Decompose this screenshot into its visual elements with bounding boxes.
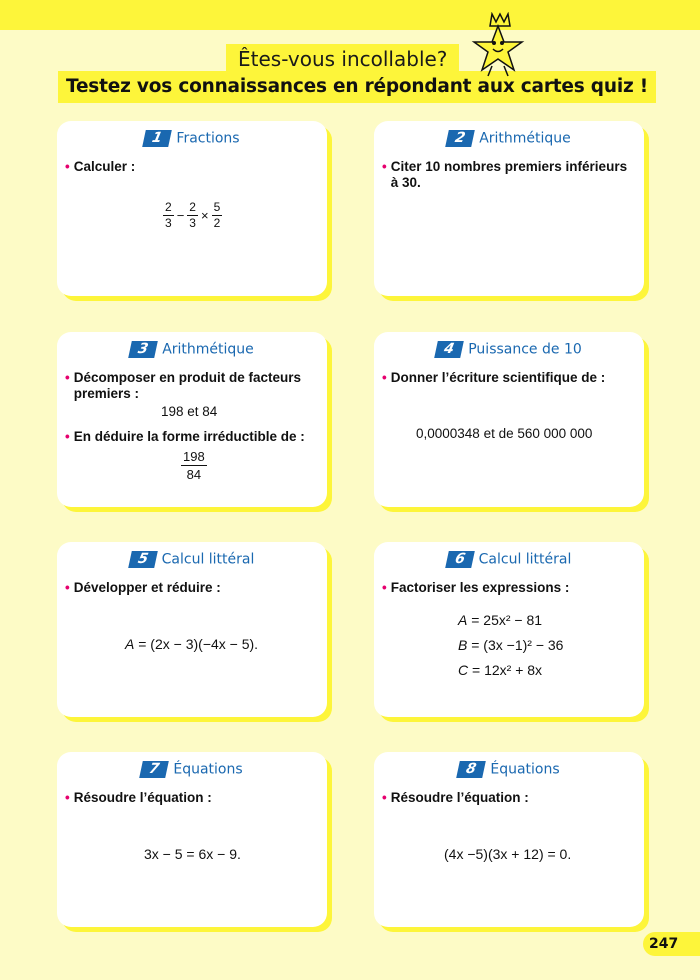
values-text: 0,0000348 et de 560 000 000 xyxy=(416,426,593,441)
card-number: 6 xyxy=(445,551,475,568)
card-instruction: • Factoriser les expressions : xyxy=(382,580,570,595)
card-header xyxy=(57,551,327,568)
card-instruction: • Décomposer en produit de facteurs premiers : xyxy=(65,370,302,401)
expression: A = (2x − 3)(−4x − 5). xyxy=(125,636,259,652)
quiz-card-3 xyxy=(57,332,327,507)
quiz-card-4 xyxy=(374,332,644,507)
minus-operator: − xyxy=(176,208,185,223)
star-mascot-icon xyxy=(470,12,526,78)
page-title: Êtes-vous incollable? xyxy=(226,44,459,74)
fraction: $\frac{2}{3}$ xyxy=(165,200,172,230)
card-number: 8 xyxy=(457,761,487,778)
card-number: 2 xyxy=(445,130,475,147)
card-number: 3 xyxy=(128,341,158,358)
card-instruction: • Calculer : xyxy=(65,159,136,174)
card-topic: Équations xyxy=(173,761,243,778)
card-header xyxy=(57,761,327,778)
page-number: 247 xyxy=(643,932,700,956)
quiz-card-5 xyxy=(57,542,327,717)
card-header xyxy=(57,341,327,358)
expression-c: C = 12x² + 8x xyxy=(458,662,543,678)
times-operator: × xyxy=(200,208,209,223)
equation: 3x − 5 = 6x − 9. xyxy=(144,846,241,862)
card-instruction: • Donner l’écriture scientifique de : xyxy=(382,370,606,385)
card-instruction: • Développer et réduire : xyxy=(65,580,221,595)
quiz-card-1 xyxy=(57,121,327,296)
card-topic: Fractions xyxy=(176,130,240,147)
card-topic: Arithmétique xyxy=(479,130,571,147)
card-number: 5 xyxy=(128,551,158,568)
card-topic: Puissance de 10 xyxy=(468,341,582,358)
expression-b: B = (3x −1)² − 36 xyxy=(458,637,564,653)
card-instruction: • Résoudre l’équation : xyxy=(382,790,529,805)
card-number: 1 xyxy=(143,130,173,147)
fraction: $\frac{198}{84}$ xyxy=(183,449,205,482)
expression-a: A = 25x² − 81 xyxy=(458,612,543,628)
card-instruction: • Résoudre l’équation : xyxy=(65,790,212,805)
card-topic: Arithmétique xyxy=(162,341,254,358)
page-subtitle: Testez vos connaissances en répondant aux cartes quiz ! xyxy=(58,71,656,103)
card-topic: Calcul littéral xyxy=(478,551,572,568)
quiz-card-7 xyxy=(57,752,327,927)
card-topic: Calcul littéral xyxy=(161,551,255,568)
fraction: $\frac{5}{2}$ xyxy=(213,200,221,230)
quiz-card-6 xyxy=(374,542,644,717)
card-instruction-2: • En déduire la forme irréductible de : xyxy=(65,429,305,444)
card-header xyxy=(374,551,644,568)
values-text: 198 et 84 xyxy=(161,404,218,419)
card-topic: Équations xyxy=(490,761,560,778)
quiz-card-8 xyxy=(374,752,644,927)
card-header xyxy=(374,341,644,358)
card-number: 7 xyxy=(140,761,170,778)
fraction-expression xyxy=(163,201,222,230)
top-yellow-band xyxy=(0,0,700,30)
quiz-card-2 xyxy=(374,121,644,296)
card-instruction: • Citer 10 nombres premiers inférieurs à 30. xyxy=(382,159,628,190)
card-header xyxy=(57,130,327,147)
card-header xyxy=(374,130,644,147)
equation: (4x −5)(3x + 12) = 0. xyxy=(444,846,572,862)
card-header xyxy=(374,761,644,778)
fraction: $\frac{2}{3}$ xyxy=(189,200,196,230)
card-number: 4 xyxy=(434,341,464,358)
